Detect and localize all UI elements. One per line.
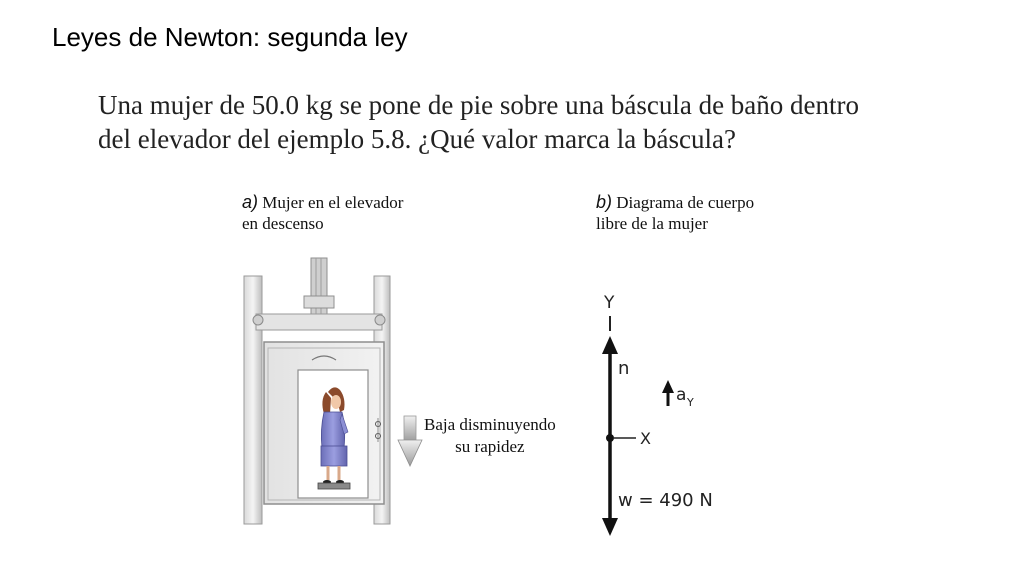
acceleration-subscript: Y xyxy=(687,396,694,409)
motion-label-line-1: Baja disminuyendo xyxy=(424,415,556,434)
fbd-y-axis-label: Y xyxy=(604,293,615,313)
weight-force-arrowhead xyxy=(602,518,618,536)
figure-a-caption-line-1: Mujer en el elevador xyxy=(262,193,404,212)
descent-arrow-icon xyxy=(398,416,422,466)
top-beam xyxy=(256,314,382,330)
figure-a-letter: a) xyxy=(242,192,259,212)
figure-b-letter: b) xyxy=(596,192,613,212)
left-rail xyxy=(244,276,262,524)
problem-line-2: del elevador del ejemplo 5.8. ¿Qué valor marca la báscula? xyxy=(98,124,736,154)
figure-b-caption-line-2: libre de la mujer xyxy=(596,214,708,233)
figure-b-caption-line-1: Diagrama de cuerpo xyxy=(616,193,755,212)
figure-a-caption-line-2: en descenso xyxy=(242,214,324,233)
body-point xyxy=(606,434,614,442)
weight-force-label: w = 490 N xyxy=(618,490,713,511)
bathroom-scale xyxy=(318,483,350,489)
fbd-x-axis-label: X xyxy=(640,429,651,448)
normal-force-label: n xyxy=(618,358,630,379)
normal-force-arrowhead xyxy=(602,336,618,354)
slide-title: Leyes de Newton: segunda ley xyxy=(52,22,408,52)
cable-clamp xyxy=(304,296,334,308)
motion-label-line-2: su rapidez xyxy=(455,437,525,456)
free-body-diagram xyxy=(602,293,713,536)
elevator-illustration xyxy=(244,258,390,524)
problem-line-1: Una mujer de 50.0 kg se pone de pie sobre una báscula de baño dentro xyxy=(98,90,860,120)
acceleration-label: a xyxy=(676,385,687,405)
acceleration-arrowhead xyxy=(662,380,674,393)
